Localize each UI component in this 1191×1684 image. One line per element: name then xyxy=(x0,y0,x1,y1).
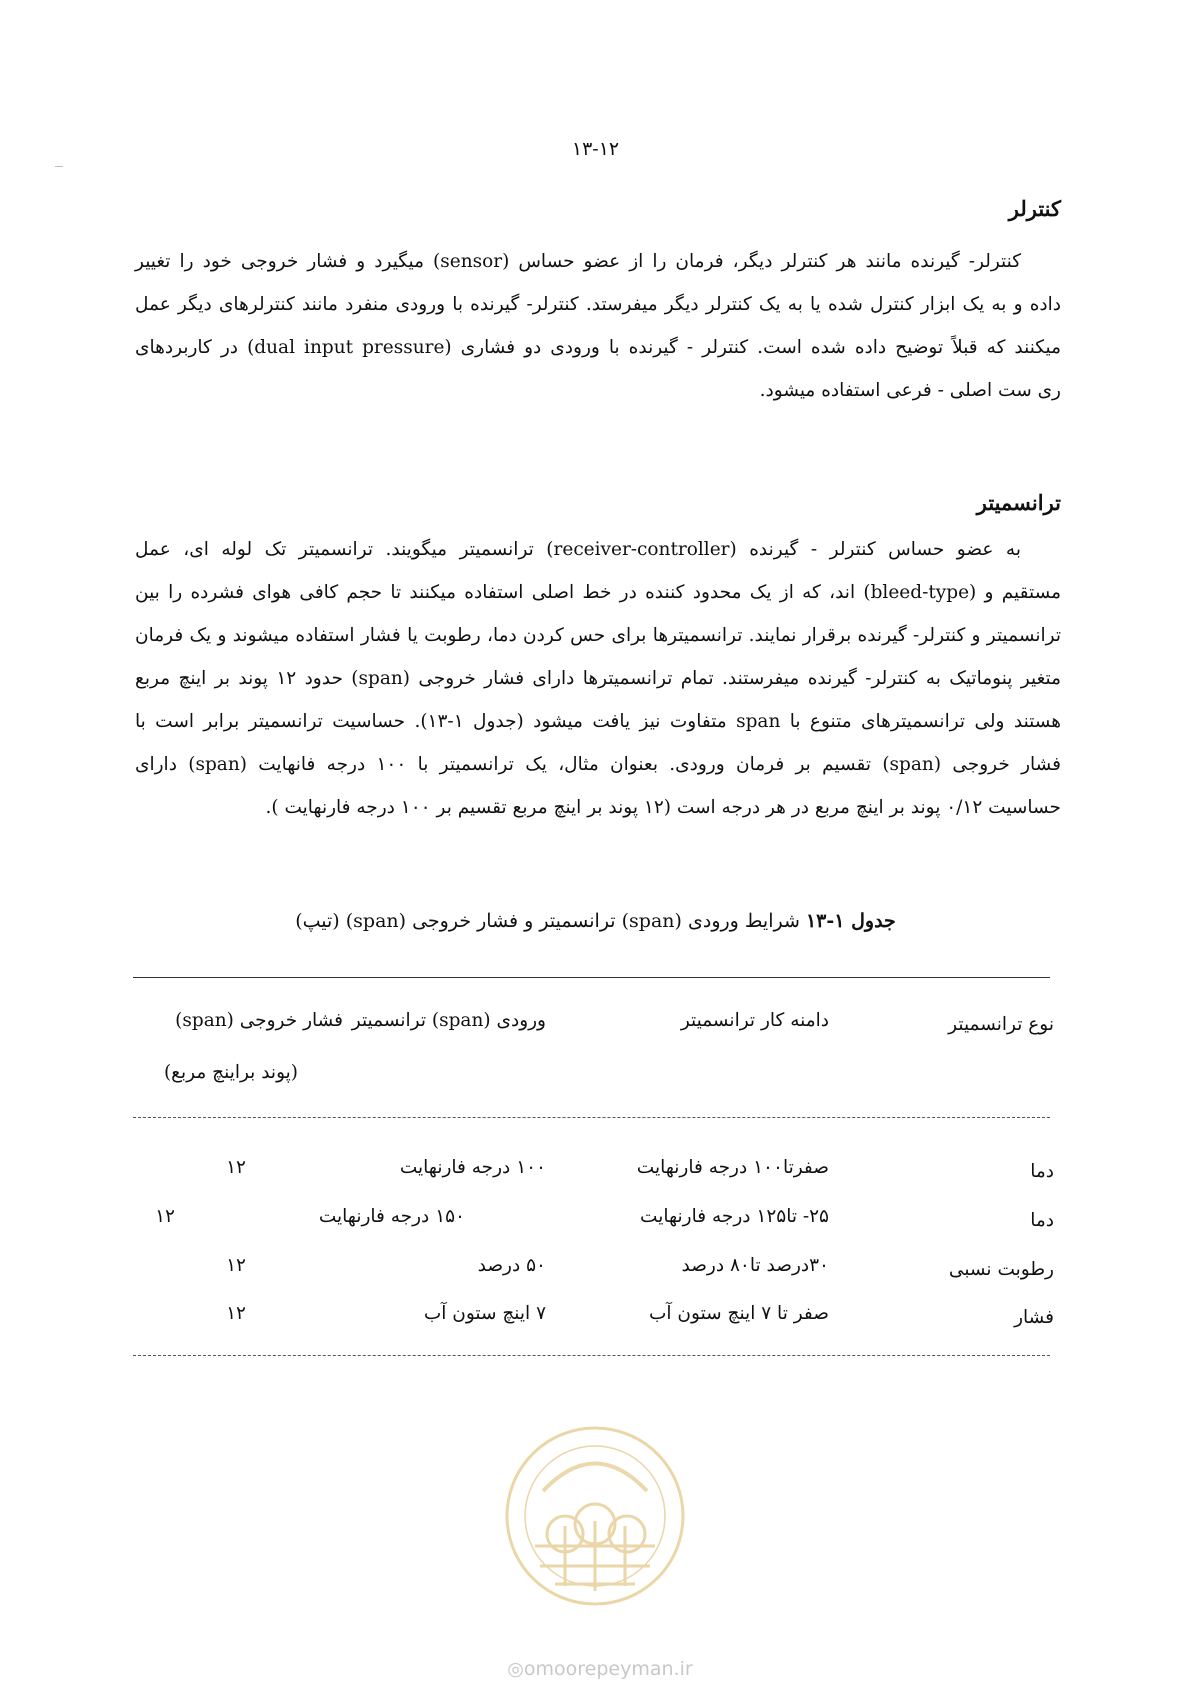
row-1-range: صفرتا۱۰۰ درجه فارنهایت xyxy=(636,1157,829,1178)
row-3-input: ۵۰ درصد xyxy=(477,1255,546,1276)
row-4-output: ۱۲ xyxy=(226,1303,246,1324)
row-3-range: ۳۰درصد تا۸۰ درصد xyxy=(681,1255,829,1276)
page-number: ۱۳-۱۲ xyxy=(571,138,620,160)
paragraph-line: میکنند که قبلاً توضیح داده شده است. کنترلر - گیرنده با ورودی دو فشاری (dual input pressure) در کاربردهای xyxy=(135,337,1061,358)
transmitter-paragraph xyxy=(135,528,1061,829)
paragraph-line: داده و به یک ابزار کنترل شده یا به یک کنترلر دیگر میفرستد. کنترلر- گیرنده با ورودی منفرد مانند کنترلرهای دیگر عمل xyxy=(135,294,1061,315)
table-caption-text: شرایط ورودی (span) ترانسمیتر و فشار خروجی (span) (تیپ) xyxy=(295,910,806,932)
controller-paragraph xyxy=(135,240,1061,412)
row-2-type: دما xyxy=(1030,1210,1054,1231)
paragraph-line: هستند ولی ترانسمیترهای متنوع با span متفاوت نیز یافت میشود (جدول ۱-۱۳). حساسیت ترانسمیتر برابر است با xyxy=(135,711,1061,732)
site-icon: ◎ xyxy=(507,1658,524,1680)
margin-mark xyxy=(55,166,63,167)
table-caption xyxy=(0,910,1191,932)
paragraph-line: حساسیت ۰/۱۲ پوند بر اینچ مربع در هر درجه است (۱۲ پوند بر اینچ مربع تقسیم بر ۱۰۰ درجه فارنهایت ). xyxy=(265,797,1061,818)
row-4-input: ۷ اینچ ستون آب xyxy=(423,1303,546,1324)
section-heading-transmitter: ترانسمیتر xyxy=(976,490,1061,515)
row-1-type: دما xyxy=(1030,1161,1054,1182)
table-header-rule xyxy=(133,1117,1050,1118)
row-1-input: ۱۰۰ درجه فارنهایت xyxy=(399,1157,546,1178)
paragraph-line: کنترلر- گیرنده مانند هر کنترلر دیگر، فرمان را از عضو حساس (sensor) میگیرد و فشار خروجی خود را تغییر xyxy=(135,251,1022,272)
section-heading-controller: کنترلر xyxy=(1008,196,1061,221)
table-top-rule xyxy=(133,977,1050,978)
row-1-output: ۱۲ xyxy=(226,1157,246,1178)
row-4-type: فشار xyxy=(1014,1307,1054,1328)
paragraph-line: فشار خروجی (span) تقسیم بر فرمان ورودی. بعنوان مثال، یک ترانسمیتر با ۱۰۰ درجه فانهایت (span) دارای xyxy=(135,754,1061,775)
row-2-range: ۲۵- تا۱۲۵ درجه فارنهایت xyxy=(640,1206,829,1227)
table-bottom-rule xyxy=(133,1355,1050,1356)
header-output-span: فشار خروجی (span) xyxy=(175,1010,343,1031)
paragraph-line: متغیر پنوماتیک به کنترلر- گیرنده میفرستند. تمام ترانسمیترها دارای فشار خروجی (span) حدود ۱۲ پوند بر اینچ مربع xyxy=(135,668,1061,689)
watermark-logo xyxy=(495,1416,695,1616)
paragraph-line: ترانسمیتر و کنترلر- گیرنده برقرار نمایند. ترانسمیترها برای حس کردن دما، رطوبت یا فشار استفاده میشوند و یک فرمان xyxy=(135,625,1061,646)
header-input-span: ورودی (span) ترانسمیتر xyxy=(351,1010,546,1031)
row-4-range: صفر تا ۷ اینچ ستون آب xyxy=(648,1303,829,1324)
row-3-output: ۱۲ xyxy=(226,1255,246,1276)
table-caption-number: جدول ۱-۱۳ xyxy=(805,910,896,932)
row-2-input: ۱۵۰ درجه فارنهایت xyxy=(318,1206,465,1227)
header-transmitter-type: نوع ترانسمیتر xyxy=(948,1014,1054,1035)
header-output-unit: (پوند براینچ مربع) xyxy=(163,1062,298,1083)
paragraph-line: به عضو حساس کنترلر - گیرنده (receiver-controller) ترانسمیتر میگویند. ترانسمیتر تک لوله ای، عمل xyxy=(135,539,1021,560)
row-3-type: رطوبت نسبی xyxy=(948,1259,1054,1280)
header-operating-range: دامنه کار ترانسمیتر xyxy=(680,1010,829,1031)
paragraph-line: ری ست اصلی - فرعی استفاده میشود. xyxy=(759,380,1061,401)
row-2-output: ۱۲ xyxy=(155,1206,175,1227)
watermark-site: ◎omoorepeyman.ir xyxy=(507,1658,693,1680)
paragraph-line: مستقیم و (bleed-type) اند، که از یک محدود کننده در خط اصلی استفاده میکنند تا حجم کافی هوای فشرده را بین xyxy=(135,582,1061,603)
